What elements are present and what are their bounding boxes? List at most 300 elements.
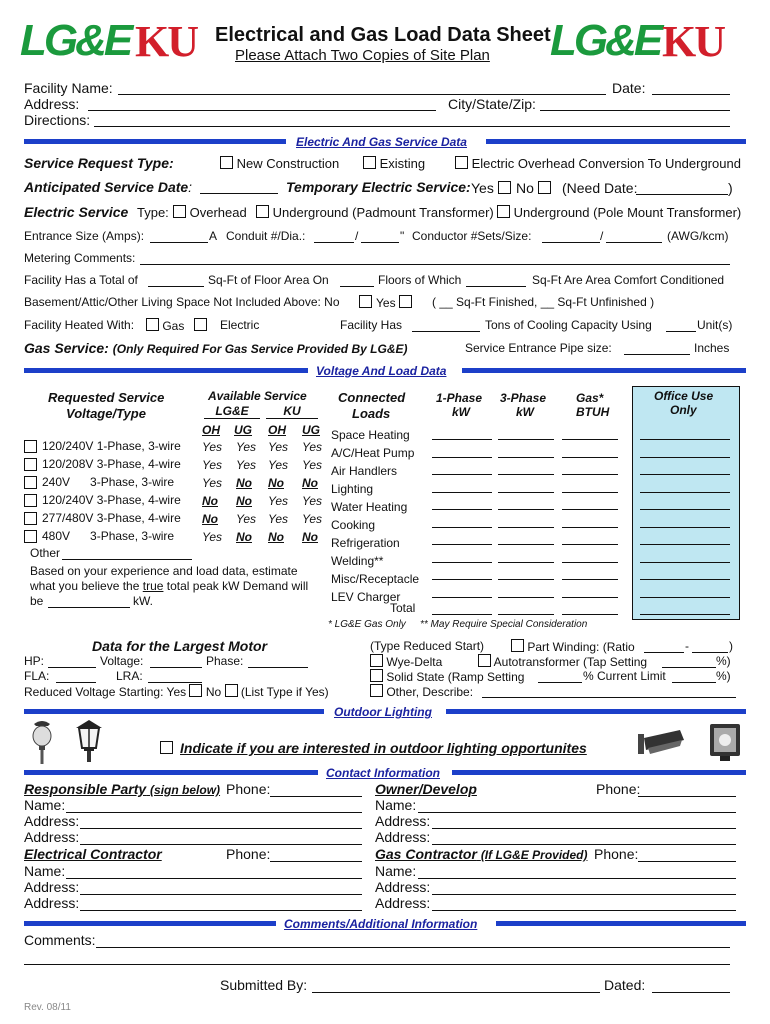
oh-header-lge: OH [202,423,220,437]
load-3phase-field[interactable] [498,562,554,563]
outdoor-lighting-checkbox-wrap[interactable] [160,741,173,756]
voltage-checkbox[interactable] [24,440,37,453]
temporary-service-label: Temporary Electric Service: [286,179,471,195]
autotransformer-option[interactable] [478,654,647,669]
load-3phase-field[interactable] [498,492,554,493]
heated-electric-checkbox[interactable] [194,318,207,331]
office-use-header-1: Office Use [654,389,714,403]
availability-value: No [236,530,252,544]
section-service-data: Electric And Gas Service Data [296,135,467,149]
voltage-option-label: 240V 3-Phase, 3-wire [42,475,175,489]
gas-header-2: BTUH [576,405,610,419]
load-1phase-field[interactable] [432,439,492,440]
estimate-be: be [30,594,44,608]
basement-yes-option[interactable] [376,295,412,310]
conduit-count-field[interactable] [314,242,354,243]
post-lamp-icon [28,718,56,764]
current-limit-label: % Current Limit [583,669,666,683]
wall-pack-icon [636,726,688,758]
outdoor-bar-right [446,709,746,714]
heated-gas-option[interactable] [146,318,207,333]
entrance-size-field[interactable] [150,242,208,243]
pipe-size-field[interactable] [624,354,690,355]
directions-label: Directions: [24,112,91,128]
load-1phase-field[interactable] [432,474,492,475]
electrical-address-label-2: Address: [24,895,80,911]
new-construction-text: New Construction [236,156,340,171]
gas-name-field[interactable] [418,878,736,879]
basement-yes-text: Yes [376,296,396,310]
basement-yes-checkbox[interactable] [399,295,412,308]
total-label: Total [390,601,416,615]
service-request-label: Service Request Type: [24,155,174,171]
awg-label: (AWG/kcm) [667,229,729,243]
conversion-option[interactable] [455,156,741,171]
voltage-bar-right [462,368,746,373]
electrical-address-label-1: Address: [24,879,80,895]
metering-label: Metering Comments: [24,251,136,265]
load-3phase-field[interactable] [498,474,554,475]
conductor-size-field[interactable] [606,242,662,243]
motor-voltage-field[interactable] [150,667,202,668]
city-label: City/State/Zip: [448,96,536,112]
new-construction-checkbox[interactable] [220,156,233,169]
temporary-no-option[interactable] [516,180,551,196]
reduced-no-checkbox[interactable] [225,684,238,697]
new-construction-option[interactable] [220,156,339,171]
load-gas-field[interactable] [562,457,618,458]
requested-header-1: Requested Service [48,390,165,405]
wye-delta-checkbox[interactable] [370,654,383,667]
responsible-phone-label: Phone: [226,781,271,797]
load-gas-field[interactable] [562,492,618,493]
availability-value: Yes [302,440,323,454]
tap-setting-field[interactable] [662,667,716,668]
existing-text: Existing [379,156,426,171]
load-3phase-field[interactable] [498,544,554,545]
owner-name-label: Name: [375,797,417,813]
need-date-label: (Need Date: [562,180,638,196]
address-field[interactable] [88,110,436,111]
availability-value: No [268,476,284,490]
outdoor-bar-left [24,709,324,714]
gas-header-1: Gas* [576,391,604,405]
address-label: Address: [24,96,80,112]
fla-field[interactable] [56,682,96,683]
availability-value: Yes [302,512,323,526]
load-1phase-field[interactable] [432,597,492,598]
units-field[interactable] [666,331,696,332]
responsible-address-field-2[interactable] [80,844,362,845]
availability-value: Yes [302,458,323,472]
load-gas-field[interactable] [562,527,618,528]
dated-field[interactable] [652,992,730,993]
facility-has-label: Facility Has [340,318,403,332]
voltage-option[interactable] [24,512,37,527]
existing-checkbox[interactable] [363,156,376,169]
overhead-checkbox[interactable] [173,205,186,218]
load-3phase-field[interactable] [498,597,554,598]
load-3phase-field[interactable] [498,527,554,528]
load-gas-field[interactable] [562,597,618,598]
directions-field[interactable] [94,126,730,127]
page-title: Electrical and Gas Load Data Sheet [215,24,551,46]
section-comments: Comments/Additional Information [284,917,478,931]
submitted-by-label: Submitted By: [220,977,308,993]
autotransformer-text: Autotransformer (Tap Setting [493,655,648,669]
office-use-field [640,579,730,580]
autotransformer-checkbox[interactable] [478,654,491,667]
office-use-field [640,597,730,598]
gas-address-field-1[interactable] [432,894,736,895]
availability-value: Yes [268,440,289,454]
tap-pct: %) [716,654,731,668]
office-use-field [640,439,730,440]
facility-total-label: Facility Has a Total of [24,273,138,287]
phase1-header-1: 1-Phase [436,391,483,405]
section-voltage-load: Voltage And Load Data [316,364,447,378]
electrical-address-field-2[interactable] [80,910,362,911]
availability-value: Yes [202,458,223,472]
availability-value: No [236,476,252,490]
floor-area-field[interactable] [148,286,204,287]
need-date-close: ) [728,180,733,196]
load-1phase-field[interactable] [432,527,492,528]
owner-address-field-2[interactable] [432,844,736,845]
availability-value: Yes [202,476,223,490]
ratio-field-1[interactable] [644,652,684,653]
phase1-header-2: kW [452,405,470,419]
load-3phase-field[interactable] [498,439,554,440]
comments-bar-left [24,921,276,926]
requested-header-2: Voltage/Type [66,406,146,421]
voltage-option[interactable] [24,530,37,545]
conductor-label: Conductor #Sets/Size: [412,229,532,243]
solid-state-option[interactable] [370,669,524,684]
wye-delta-text: Wye-Delta [386,655,443,669]
type-reduced-label: (Type Reduced Start) [370,639,485,653]
owner-address-label-1: Address: [375,813,431,829]
office-use-box [632,386,740,620]
availability-value: Yes [202,440,223,454]
load-1phase-field[interactable] [432,457,492,458]
electrical-name-label: Name: [24,863,66,879]
reduced-yes-checkbox[interactable] [189,684,202,697]
load-1phase-field[interactable] [432,544,492,545]
availability-value: No [202,512,218,526]
anticipated-date-field[interactable] [200,193,278,194]
heated-gas-checkbox[interactable] [146,318,159,331]
gas-address-label-1: Address: [375,879,431,895]
availability-value: No [202,494,218,508]
total-gas-field[interactable] [562,614,618,615]
gas-address-field-2[interactable] [432,910,736,911]
other-describe-checkbox[interactable] [370,684,383,697]
responsible-address-field-1[interactable] [80,828,362,829]
office-use-field [640,457,730,458]
connected-load-label: A/C/Heat Pump [331,446,415,460]
availability-value: Yes [236,512,257,526]
facility-name-label: Facility Name: [24,80,113,96]
conversion-checkbox[interactable] [455,156,468,169]
hp-field[interactable] [48,667,96,668]
responsible-party-label: Responsible Party (sign below) [24,781,221,797]
load-3phase-field[interactable] [498,457,554,458]
overhead-option[interactable] [173,205,247,220]
available-header: Available Service [208,389,307,403]
availability-value: Yes [236,440,257,454]
lra-label: LRA: [116,669,143,683]
conduit-slash: / [355,229,359,243]
ug-header-lge: UG [234,423,252,437]
electrical-contractor-label: Electrical Contractor [24,846,162,862]
lge-logo-left: LG&E [20,16,131,65]
load-gas-field[interactable] [562,509,618,510]
basement-no-checkbox[interactable] [359,295,372,308]
sqft-finished-label: ( __ Sq-Ft Finished, __ Sq-Ft Unfinished ) [432,295,655,309]
voltage-option-label: 277/480V 3-Phase, 4-wire [42,511,181,525]
connected-load-label: Water Heating [331,500,408,514]
availability-value: No [302,530,318,544]
reduced-starting-label: Reduced Voltage Starting: Yes No (List Type if Yes) [24,685,329,699]
city-field[interactable] [540,110,730,111]
motor-phase-field[interactable] [248,667,308,668]
responsible-phone-field[interactable] [270,796,362,797]
electrical-phone-field[interactable] [270,861,362,862]
pipe-size-label: Service Entrance Pipe size: [465,341,612,355]
office-use-field [640,492,730,493]
load-gas-field[interactable] [562,474,618,475]
solid-state-text: Solid State (Ramp Setting [386,670,525,684]
part-winding-option[interactable] [511,639,635,654]
office-use-field [640,544,730,545]
overhead-text: Overhead [189,205,247,220]
hp-label: HP: [24,654,45,668]
availability-value: Yes [268,494,289,508]
total-1phase-field[interactable] [432,614,492,615]
outdoor-lighting-checkbox[interactable] [160,741,173,754]
page-subtitle: Please Attach Two Copies of Site Plan [235,47,490,64]
flood-light-icon [708,722,742,762]
section-bar-left [24,139,286,144]
dated-label: Dated: [604,977,646,993]
section-outdoor-lighting: Outdoor Lighting [334,705,432,719]
padmount-option[interactable] [256,205,494,220]
voltage-option[interactable] [24,440,37,455]
motor-phase-label: Phase: [206,654,244,668]
load-gas-field[interactable] [562,579,618,580]
submitted-by-field[interactable] [312,992,600,993]
current-limit-field[interactable] [672,682,716,683]
ku-logo-left: KU [135,17,197,66]
responsible-address-label-1: Address: [24,813,80,829]
total-office-field [640,614,730,615]
lge-header: LG&E [204,404,260,419]
conduit-label: Conduit #/Dia.: [226,229,306,243]
gas-contractor-label: Gas Contractor (If LG&E Provided) [375,846,588,862]
owner-address-label-2: Address: [375,829,431,845]
owner-name-field[interactable] [418,812,736,813]
lra-field[interactable] [148,682,202,683]
basement-no-checkbox-wrap[interactable] [359,295,372,310]
entrance-size-label: Entrance Size (Amps): [24,229,145,243]
estimate-kw: kW. [133,594,153,608]
footnote-gas: * LG&E Gas Only [328,619,406,630]
units-label: Unit(s) [697,318,733,332]
date-label: Date: [612,80,646,96]
availability-value: Yes [268,458,289,472]
gas-address-label-2: Address: [375,895,431,911]
padmount-text: Underground (Padmount Transformer) [272,205,494,220]
office-use-field [640,509,730,510]
electric-service-label: Electric Service [24,204,129,220]
tons-field[interactable] [412,331,480,332]
connected-header-1: Connected [338,390,406,405]
phase3-header-2: kW [516,405,534,419]
type-label: Type: [137,205,169,220]
metering-field[interactable] [140,264,730,265]
other-describe-text: Other, Describe: [386,685,474,699]
footnote-special: ** May Require Special Consideration [420,619,588,630]
load-1phase-field[interactable] [432,492,492,493]
connected-load-label: LEV Charger [331,590,401,604]
floor-area-label: Sq-Ft of Floor Area On [208,273,329,287]
responsible-address-label-2: Address: [24,829,80,845]
availability-value: Yes [302,494,323,508]
polemount-option[interactable] [497,205,741,220]
ratio-field-2[interactable] [692,652,728,653]
amps-a-label: A [209,229,218,243]
date-field[interactable] [652,94,730,95]
solid-state-checkbox[interactable] [370,669,383,682]
voltage-bar-left [24,368,308,373]
other-describe-option[interactable] [370,684,473,699]
ku-logo-right: KU [662,17,724,66]
load-gas-field[interactable] [562,544,618,545]
revision-label: Rev. 08/11 [24,1002,71,1013]
load-1phase-field[interactable] [432,509,492,510]
responsible-name-field[interactable] [66,812,362,813]
contact-bar-right [452,770,746,775]
conditioned-field[interactable] [466,286,526,287]
load-gas-field[interactable] [562,562,618,563]
temporary-no-text: No [516,180,534,196]
responsible-name-label: Name: [24,797,66,813]
connected-load-label: Welding** [331,554,384,568]
voltage-option[interactable] [24,494,37,509]
lantern-lamp-icon [72,718,106,762]
temporary-yes-option[interactable] [471,180,511,196]
heated-electric-text: Electric [220,318,260,332]
polemount-checkbox[interactable] [497,205,510,218]
connected-load-label: Cooking [331,518,376,532]
estimate-line-1: Based on your experience and load data, estimate [30,564,298,578]
availability-value: No [268,530,284,544]
conduit-quote: " [400,229,405,243]
temporary-no-checkbox[interactable] [538,181,551,194]
temporary-yes-text: Yes [471,180,494,196]
ku-header: KU [266,404,318,419]
floors-count-field[interactable] [340,286,374,287]
electrical-phone-label: Phone: [226,846,271,862]
load-3phase-field[interactable] [498,509,554,510]
heated-gas-text: Gas [162,319,185,333]
voltage-option[interactable] [24,476,37,491]
motor-title: Data for the Largest Motor [92,638,268,654]
electrical-address-field-1[interactable] [80,894,362,895]
motor-voltage-label: Voltage: [100,654,144,668]
voltage-option[interactable] [24,458,37,473]
facility-name-field[interactable] [118,94,606,95]
temporary-yes-checkbox[interactable] [498,181,511,194]
voltage-checkbox[interactable] [24,494,37,507]
electrical-name-field[interactable] [66,878,362,879]
gas-phone-label: Phone: [594,846,639,862]
voltage-option-label: 120/240V 3-Phase, 4-wire [42,493,181,507]
voltage-checkbox[interactable] [24,512,37,525]
conversion-text: Electric Overhead Conversion To Underground [471,156,741,171]
need-date-field[interactable] [636,194,728,195]
ug-header-ku: UG [302,423,320,437]
fla-label: FLA: [24,669,50,683]
connected-load-label: Misc/Receptacle [331,572,420,586]
tons-label: Tons of Cooling Capacity Using [485,318,652,332]
connected-load-label: Space Heating [331,428,410,442]
load-1phase-field[interactable] [432,562,492,563]
part-winding-checkbox[interactable] [511,639,524,652]
load-gas-field[interactable] [562,439,618,440]
office-use-field [640,562,730,563]
wye-delta-option[interactable] [370,654,442,669]
padmount-checkbox[interactable] [256,205,269,218]
owner-phone-label: Phone: [596,781,641,797]
outdoor-lighting-label: Indicate if you are interested in outdoor lighting opportunites [180,740,587,756]
connected-load-label: Lighting [331,482,374,496]
heated-with-label: Facility Heated With: [24,318,135,332]
office-use-field [640,527,730,528]
conductor-sets-field[interactable] [542,242,600,243]
voltage-checkbox[interactable] [24,530,37,543]
office-use-header-2: Only [670,403,697,417]
anticipated-date-label: Anticipated Service Date: [24,179,193,195]
availability-value: No [236,494,252,508]
gas-phone-field[interactable] [638,861,736,862]
other-voltage-label: Other [30,546,61,560]
voltage-option-label: 120/208V 3-Phase, 4-wire [42,457,181,471]
voltage-checkbox[interactable] [24,476,37,489]
load-3phase-field[interactable] [498,579,554,580]
ramp-setting-field[interactable] [538,682,582,683]
lge-logo-right: LG&E [550,16,661,65]
other-describe-field[interactable] [482,697,736,698]
contact-bar-left [24,770,318,775]
other-voltage-field[interactable] [62,559,192,560]
existing-option[interactable] [363,156,425,171]
load-1phase-field[interactable] [432,579,492,580]
part-winding-text: Part Winding: (Ratio [527,640,635,654]
conduit-dia-field[interactable] [361,242,399,243]
voltage-checkbox[interactable] [24,458,37,471]
total-3phase-field[interactable] [498,614,554,615]
conductor-slash: / [600,229,604,243]
owner-phone-field[interactable] [638,796,736,797]
comments-field-1[interactable] [96,947,730,948]
owner-address-field-1[interactable] [432,828,736,829]
connected-load-label: Refrigeration [331,536,400,550]
peak-kw-field[interactable] [48,607,130,608]
comments-field-2[interactable] [24,964,730,965]
gas-name-label: Name: [375,863,417,879]
